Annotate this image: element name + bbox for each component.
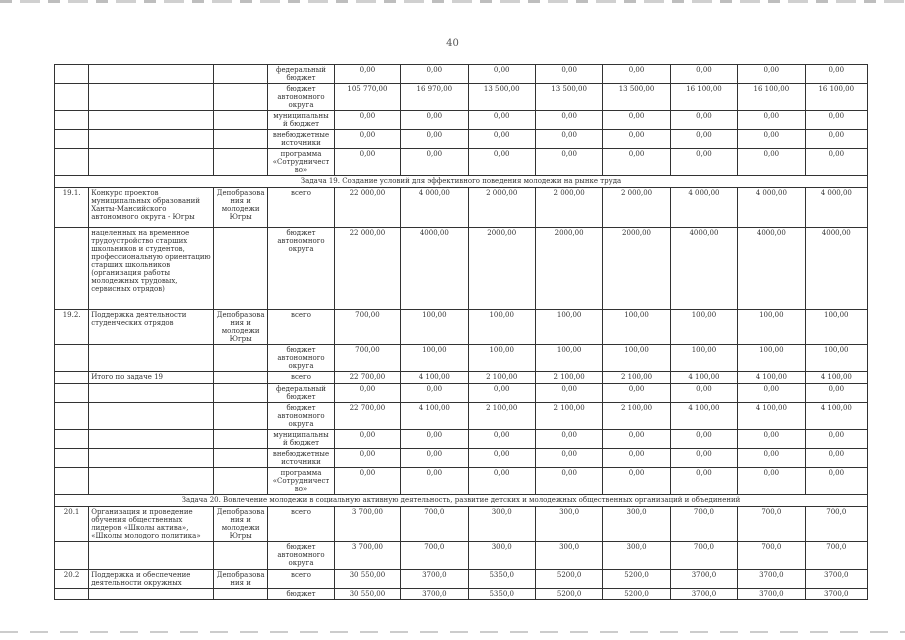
value-cell: 13 500,00: [468, 84, 535, 111]
table-row: [55, 403, 868, 430]
value-cell: 0,00: [535, 111, 602, 130]
value-cell: 0,00: [468, 65, 535, 84]
item-name-cell: [89, 149, 214, 176]
item-name-cell: [89, 84, 214, 111]
table-row: [55, 130, 868, 149]
value-cell: 2000,00: [603, 228, 670, 310]
table-row: [55, 570, 868, 589]
executor-cell: [213, 468, 267, 495]
executor-cell: Депобразова ния и молодежи Югры: [213, 310, 267, 345]
value-cell: 2 100,00: [535, 403, 602, 430]
value-cell: 300,0: [535, 507, 602, 542]
table-row: [55, 65, 868, 84]
executor-cell: Депобразова ния и молодежи Югры: [213, 188, 267, 228]
executor-cell: [213, 130, 267, 149]
value-cell: 0,00: [603, 149, 670, 176]
item-name-cell: [89, 403, 214, 430]
value-cell: 3700,0: [401, 570, 468, 589]
funding-source-cell: программа «Сотрудничест во»: [268, 468, 334, 495]
value-cell: 22 700,00: [334, 403, 400, 430]
item-number-cell: [55, 384, 89, 403]
value-cell: 100,00: [738, 345, 805, 372]
table-row: [55, 310, 868, 345]
value-cell: 100,00: [603, 310, 670, 345]
item-number-cell: [55, 228, 89, 310]
item-name-cell: Поддержка и обеспечение деятельности окружных: [89, 570, 214, 589]
value-cell: 0,00: [603, 130, 670, 149]
item-name-cell: [89, 430, 214, 449]
item-number-cell: [55, 589, 89, 600]
value-cell: 0,00: [468, 449, 535, 468]
value-cell: 0,00: [603, 111, 670, 130]
value-cell: 2 000,00: [468, 188, 535, 228]
executor-cell: [213, 403, 267, 430]
item-number-cell: [55, 403, 89, 430]
table-row: [55, 542, 868, 570]
value-cell: 4 100,00: [670, 403, 737, 430]
value-cell: 100,00: [535, 345, 602, 372]
value-cell: 0,00: [670, 384, 737, 403]
value-cell: 13 500,00: [603, 84, 670, 111]
value-cell: 0,00: [334, 468, 400, 495]
value-cell: 4 100,00: [738, 403, 805, 430]
value-cell: 300,0: [468, 507, 535, 542]
value-cell: 0,00: [603, 449, 670, 468]
value-cell: 22 700,00: [334, 372, 400, 384]
value-cell: 2 100,00: [603, 372, 670, 384]
value-cell: 100,00: [670, 345, 737, 372]
value-cell: 4 000,00: [401, 188, 468, 228]
value-cell: 0,00: [670, 130, 737, 149]
item-name-cell: [89, 468, 214, 495]
value-cell: 0,00: [334, 149, 400, 176]
value-cell: 4000,00: [401, 228, 468, 310]
value-cell: 16 100,00: [805, 84, 867, 111]
value-cell: 700,0: [738, 507, 805, 542]
value-cell: 0,00: [670, 430, 737, 449]
value-cell: 100,00: [468, 345, 535, 372]
value-cell: 0,00: [805, 130, 867, 149]
funding-source-cell: всего: [268, 372, 334, 384]
value-cell: 0,00: [805, 449, 867, 468]
value-cell: 4 000,00: [738, 188, 805, 228]
item-number-cell: [55, 65, 89, 84]
value-cell: 700,00: [334, 310, 400, 345]
funding-source-cell: бюджет автономного округа: [268, 542, 334, 570]
value-cell: 0,00: [670, 149, 737, 176]
value-cell: 0,00: [468, 111, 535, 130]
value-cell: 0,00: [535, 384, 602, 403]
executor-cell: [213, 111, 267, 130]
table-row: [55, 468, 868, 495]
value-cell: 0,00: [603, 65, 670, 84]
value-cell: 0,00: [738, 111, 805, 130]
value-cell: 0,00: [603, 430, 670, 449]
value-cell: 0,00: [334, 111, 400, 130]
task-title: Задача 19. Создание условий для эффективного поведения молодежи на рынке труда: [55, 176, 868, 188]
table-row: [55, 188, 868, 228]
value-cell: 100,00: [468, 310, 535, 345]
value-cell: 0,00: [401, 430, 468, 449]
item-number-cell: 20.1: [55, 507, 89, 542]
page-number: 40: [446, 38, 459, 49]
item-number-cell: 19.1.: [55, 188, 89, 228]
value-cell: 100,00: [401, 345, 468, 372]
value-cell: 5200,0: [535, 570, 602, 589]
table-row: [55, 384, 868, 403]
item-number-cell: 19.2.: [55, 310, 89, 345]
funding-source-cell: бюджет автономного округа: [268, 403, 334, 430]
scan-artifact-top: [0, 0, 905, 3]
value-cell: 105 770,00: [334, 84, 400, 111]
value-cell: 0,00: [468, 130, 535, 149]
funding-source-cell: бюджет автономного округа: [268, 84, 334, 111]
value-cell: 16 100,00: [670, 84, 737, 111]
value-cell: 300,0: [535, 542, 602, 570]
value-cell: 22 000,00: [334, 188, 400, 228]
table-row: [55, 507, 868, 542]
funding-source-cell: всего: [268, 188, 334, 228]
item-name-cell: Поддержка деятельности студенческих отрядов: [89, 310, 214, 345]
task-header-row: [55, 176, 868, 188]
value-cell: 3700,0: [738, 570, 805, 589]
funding-source-cell: бюджет: [268, 589, 334, 600]
table-row: [55, 589, 868, 600]
value-cell: 2000,00: [535, 228, 602, 310]
table-row: [55, 449, 868, 468]
item-number-cell: [55, 430, 89, 449]
value-cell: 5350,0: [468, 570, 535, 589]
value-cell: 100,00: [805, 310, 867, 345]
item-number-cell: [55, 345, 89, 372]
executor-cell: [213, 449, 267, 468]
value-cell: 4 100,00: [401, 372, 468, 384]
value-cell: 2000,00: [468, 228, 535, 310]
value-cell: 3700,0: [738, 589, 805, 600]
value-cell: 0,00: [738, 65, 805, 84]
value-cell: 0,00: [805, 384, 867, 403]
value-cell: 4 100,00: [805, 403, 867, 430]
value-cell: 0,00: [401, 449, 468, 468]
item-number-cell: [55, 130, 89, 149]
value-cell: 4 100,00: [805, 372, 867, 384]
item-name-cell: [89, 589, 214, 600]
item-name-cell: нацеленных на временное трудоустройство старших школьников и студентов, профессиональную ориентацию старших школьников (организация работы молодежных трудовых, сервисных отрядов): [89, 228, 214, 310]
executor-cell: [213, 430, 267, 449]
task-title: Задача 20. Вовлечение молодежи в социальную активную деятельность, развитие детских и молодежных общественных организаций и объединений: [55, 495, 868, 507]
funding-source-cell: муниципальны й бюджет: [268, 111, 334, 130]
funding-source-cell: бюджет автономного округа: [268, 345, 334, 372]
value-cell: 700,0: [805, 507, 867, 542]
value-cell: 4000,00: [738, 228, 805, 310]
value-cell: 4 000,00: [805, 188, 867, 228]
executor-cell: [213, 589, 267, 600]
item-name-cell: [89, 130, 214, 149]
item-name-cell: Конкурс проектов муниципальных образований Ханты-Мансийского автономного округа - Югры: [89, 188, 214, 228]
item-number-cell: 20.2: [55, 570, 89, 589]
item-name-cell: [89, 449, 214, 468]
executor-cell: [213, 84, 267, 111]
value-cell: 2 100,00: [468, 372, 535, 384]
table-row: [55, 228, 868, 310]
value-cell: 100,00: [401, 310, 468, 345]
executor-cell: [213, 228, 267, 310]
value-cell: 0,00: [670, 468, 737, 495]
value-cell: 0,00: [738, 149, 805, 176]
value-cell: 0,00: [401, 468, 468, 495]
value-cell: 3700,0: [670, 589, 737, 600]
value-cell: 0,00: [805, 468, 867, 495]
value-cell: 0,00: [535, 65, 602, 84]
value-cell: 5350,0: [468, 589, 535, 600]
item-name-cell: Организация и проведение обучения общественных лидеров «Школы актива», «Школы молодого политика»: [89, 507, 214, 542]
value-cell: 0,00: [738, 430, 805, 449]
value-cell: 3700,0: [670, 570, 737, 589]
item-number-cell: [55, 111, 89, 130]
value-cell: 4 100,00: [738, 372, 805, 384]
executor-cell: Депобразова ния и молодежи Югры: [213, 507, 267, 542]
executor-cell: [213, 65, 267, 84]
funding-source-cell: всего: [268, 507, 334, 542]
value-cell: 0,00: [401, 384, 468, 403]
value-cell: 16 100,00: [738, 84, 805, 111]
value-cell: 0,00: [401, 149, 468, 176]
value-cell: 100,00: [603, 345, 670, 372]
value-cell: 30 550,00: [334, 589, 400, 600]
value-cell: 2 100,00: [603, 403, 670, 430]
value-cell: 2 100,00: [535, 372, 602, 384]
value-cell: 3 700,00: [334, 507, 400, 542]
funding-source-cell: программа «Сотрудничест во»: [268, 149, 334, 176]
value-cell: 0,00: [468, 430, 535, 449]
value-cell: 0,00: [468, 384, 535, 403]
value-cell: 30 550,00: [334, 570, 400, 589]
executor-cell: [213, 372, 267, 384]
value-cell: 4 100,00: [401, 403, 468, 430]
funding-source-cell: всего: [268, 570, 334, 589]
value-cell: 100,00: [738, 310, 805, 345]
value-cell: 100,00: [535, 310, 602, 345]
value-cell: 0,00: [334, 384, 400, 403]
value-cell: 700,0: [401, 507, 468, 542]
value-cell: 0,00: [334, 449, 400, 468]
value-cell: 0,00: [468, 468, 535, 495]
task-header-row: [55, 495, 868, 507]
value-cell: 0,00: [401, 111, 468, 130]
item-number-cell: [55, 468, 89, 495]
value-cell: 700,0: [670, 507, 737, 542]
funding-source-cell: бюджет автономного округа: [268, 228, 334, 310]
value-cell: 3700,0: [401, 589, 468, 600]
item-number-cell: [55, 84, 89, 111]
value-cell: 5200,0: [535, 589, 602, 600]
value-cell: 0,00: [535, 430, 602, 449]
value-cell: 0,00: [738, 468, 805, 495]
value-cell: 13 500,00: [535, 84, 602, 111]
value-cell: 0,00: [670, 111, 737, 130]
executor-cell: [213, 384, 267, 403]
item-number-cell: [55, 542, 89, 570]
value-cell: 0,00: [738, 130, 805, 149]
value-cell: 700,00: [334, 345, 400, 372]
item-name-cell: [89, 345, 214, 372]
table-row: [55, 430, 868, 449]
value-cell: 700,0: [670, 542, 737, 570]
value-cell: 0,00: [535, 149, 602, 176]
funding-source-cell: внебюджетные источники: [268, 449, 334, 468]
value-cell: 0,00: [334, 65, 400, 84]
value-cell: 0,00: [670, 65, 737, 84]
table-row: [55, 84, 868, 111]
item-name-cell: [89, 384, 214, 403]
value-cell: 4 100,00: [670, 372, 737, 384]
value-cell: 0,00: [401, 130, 468, 149]
scan-artifact-bottom: [0, 631, 905, 633]
value-cell: 0,00: [805, 111, 867, 130]
value-cell: 16 970,00: [401, 84, 468, 111]
value-cell: 700,0: [738, 542, 805, 570]
value-cell: 2 000,00: [535, 188, 602, 228]
value-cell: 0,00: [670, 449, 737, 468]
value-cell: 2 100,00: [468, 403, 535, 430]
value-cell: 0,00: [468, 149, 535, 176]
value-cell: 0,00: [603, 384, 670, 403]
value-cell: 0,00: [738, 384, 805, 403]
table-row: [55, 372, 868, 384]
budget-table: [54, 64, 868, 600]
value-cell: 0,00: [401, 65, 468, 84]
value-cell: 22 000,00: [334, 228, 400, 310]
value-cell: 700,0: [401, 542, 468, 570]
funding-source-cell: всего: [268, 310, 334, 345]
funding-source-cell: федеральный бюджет: [268, 384, 334, 403]
value-cell: 0,00: [535, 130, 602, 149]
item-number-cell: [55, 372, 89, 384]
funding-source-cell: федеральный бюджет: [268, 65, 334, 84]
item-number-cell: [55, 449, 89, 468]
value-cell: 0,00: [334, 130, 400, 149]
value-cell: 0,00: [535, 449, 602, 468]
value-cell: 0,00: [805, 65, 867, 84]
value-cell: 5200,0: [603, 570, 670, 589]
item-number-cell: [55, 149, 89, 176]
table-row: [55, 149, 868, 176]
table-row: [55, 345, 868, 372]
value-cell: 300,0: [603, 542, 670, 570]
value-cell: 100,00: [670, 310, 737, 345]
executor-cell: [213, 345, 267, 372]
value-cell: 3700,0: [805, 589, 867, 600]
item-name-cell: [89, 65, 214, 84]
value-cell: 3 700,00: [334, 542, 400, 570]
value-cell: 0,00: [805, 430, 867, 449]
executor-cell: Депобразова ния и: [213, 570, 267, 589]
value-cell: 5200,0: [603, 589, 670, 600]
funding-source-cell: муниципальны й бюджет: [268, 430, 334, 449]
funding-source-cell: внебюджетные источники: [268, 130, 334, 149]
value-cell: 0,00: [535, 468, 602, 495]
value-cell: 3700,0: [805, 570, 867, 589]
value-cell: 300,0: [603, 507, 670, 542]
value-cell: 4000,00: [670, 228, 737, 310]
item-name-cell: [89, 111, 214, 130]
value-cell: 0,00: [334, 430, 400, 449]
value-cell: 0,00: [805, 149, 867, 176]
value-cell: 700,0: [805, 542, 867, 570]
value-cell: 4000,00: [805, 228, 867, 310]
executor-cell: [213, 149, 267, 176]
value-cell: 0,00: [603, 468, 670, 495]
value-cell: 2 000,00: [603, 188, 670, 228]
item-name-cell: Итого по задаче 19: [89, 372, 214, 384]
executor-cell: [213, 542, 267, 570]
value-cell: 0,00: [738, 449, 805, 468]
item-name-cell: [89, 542, 214, 570]
table-row: [55, 111, 868, 130]
value-cell: 4 000,00: [670, 188, 737, 228]
value-cell: 300,0: [468, 542, 535, 570]
value-cell: 100,00: [805, 345, 867, 372]
